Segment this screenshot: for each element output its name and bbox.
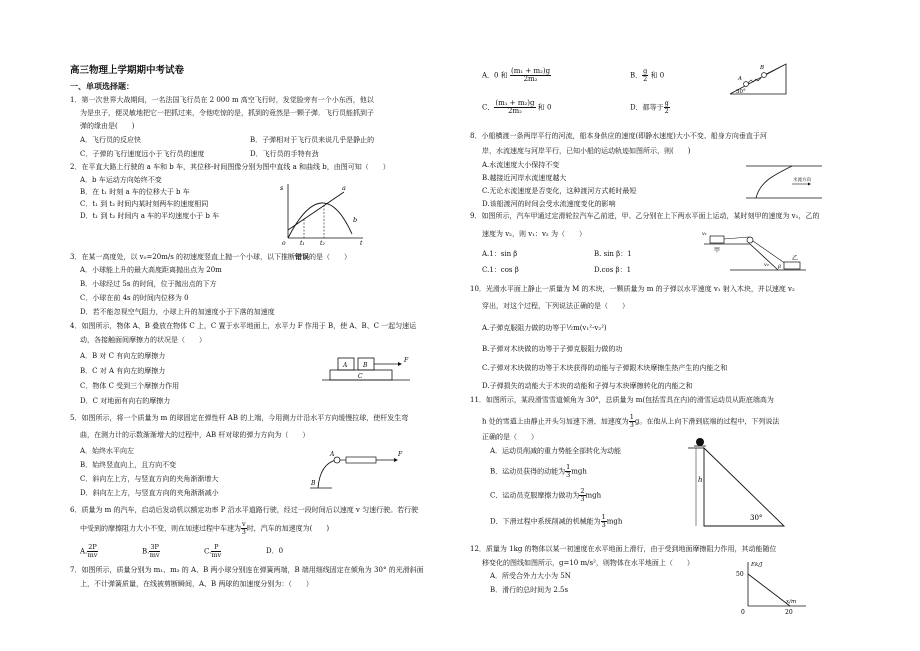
pulley — [747, 237, 753, 243]
v1-label: v₁ — [702, 231, 707, 237]
ball — [334, 457, 340, 463]
q4-option-c: C．物体 C 受到三个摩擦力作用 — [80, 382, 180, 390]
q6-line2: 中受到的摩擦阻力大小不变，则在加速过程中车速为 $\frac{v}{3}$ 时，汽车的加速度为( ) — [80, 520, 330, 536]
q6-option-a: A. $\frac{2P}{mv}$ — [80, 543, 98, 559]
q1-option-c: C．子弹的飞行速度远小于飞行员的速度 — [80, 150, 205, 158]
q11-option-a: A．运动员削减的重力势能全部转化为动能 — [490, 447, 622, 455]
beta-label: β — [778, 264, 781, 270]
yi-label: 乙 — [792, 255, 799, 262]
q5-line1: 5．如图所示，将一个质量为 m 的球固定在弹性杆 AB 的上端，今用测力计沿水平方向缓慢拉球，使杆发生弯 — [70, 414, 409, 422]
q1-option-a: A．飞行员的反应快 — [80, 136, 142, 144]
q3-option-d: D．若不能忽视空气阻力，小球上升的加速度小于下落的加速度 — [80, 308, 275, 316]
q7-option-c: C． $\frac{\text{(m₁ + m₂)g}}{\text{2m₂}}$ 和 0 — [482, 99, 552, 115]
q3-option-a: A．小球能上升的最大高度距离抛出点为 20m — [80, 266, 222, 274]
h-label: h — [698, 476, 703, 484]
q11-line1: 11．如图所示，某段滑雪雪道倾角为 30°，总质量为 m(包括雪具在内)的滑雪运动员从距底端高为 — [470, 396, 774, 404]
car-yi — [784, 262, 800, 269]
jia-label: 甲 — [714, 247, 721, 254]
label-a: A — [330, 451, 335, 458]
q8-line1: 8．小船横渡一条两岸平行的河流，船本身供应的速度(即静水速度)大小不变、船身方向垂直于河 — [470, 132, 767, 140]
q10-line2: 穿出，对这个过程，下列说法正确的是（ ） — [482, 302, 629, 310]
q10-option-a: A.子弹克服阻力做的功等于½m(v₁²-v₂²) — [482, 324, 607, 332]
q10-line1: 10．光滑水平面上静止一质量为 M 的木块，一颗质量为 m 的子弹以水平速度 v₁ 射入木块，并以速度 v₂ — [470, 285, 795, 293]
q10-option-b: B.子弹对木块做的功等于子弹克服阻力做的功 — [482, 345, 623, 353]
q10-option-d: D.子弹损失的动能大于木块的动能和子弹与木块摩擦转化的内能之和 — [482, 382, 693, 390]
q9-pulley-figure — [700, 226, 810, 274]
b-label: b — [353, 216, 358, 224]
ek-line — [748, 574, 790, 606]
q11-option-b: B．运动员获得的动能为 $\frac{1}{3}$ mgh — [490, 463, 587, 479]
q5-rod-figure — [306, 450, 416, 494]
q4-option-a: A．B 对 C 有向左的摩擦力 — [80, 352, 166, 360]
t2-label: t₂ — [320, 240, 325, 246]
q12-ek-graph — [734, 558, 810, 616]
origin-label: o — [282, 240, 286, 246]
y-axis-label: Ek/J — [751, 562, 763, 568]
q9-line2: 速度为 v₂，则 v₁：v₂ 为（ ） — [482, 230, 586, 238]
q5-option-a: A．始终水平向左 — [80, 447, 135, 455]
s-label: s — [280, 184, 284, 192]
q3-stem: 3．在某一高度处，以 v₀=20m/s 的初速度竖直上抛一个小球，以下推断错误的是（ ） — [70, 252, 352, 261]
q9-option-b: B. sin β：1 — [594, 250, 632, 258]
a-label: a — [342, 184, 346, 192]
string — [766, 65, 784, 74]
q12-line2: 移变化的图线如图所示，g=10 m/s²，则物体在水平地面上（ ） — [482, 559, 694, 567]
q8-line2: 岸，水流速度与河岸平行，已知小船的运动轨迹如图所示，则( ) — [482, 147, 691, 155]
q1-option-b: B．子弹相对于飞行员来说几乎是静止的 — [250, 136, 375, 144]
q2-option-b: B．在 t₁ 时刻 a 车的位移大于 b 车 — [80, 188, 190, 196]
q12-option-b: B．滑行的总时间为 2.5s — [490, 586, 569, 594]
rope-upper — [724, 237, 749, 239]
q7-option-b: B． $\frac{g}{2}$ 和 0 — [630, 67, 665, 83]
t1-label: t₁ — [300, 240, 305, 246]
q8-option-c: C.无论水流速度是否变化，这种渡河方式耗时最短 — [482, 187, 637, 195]
x-axis-label: x/m — [786, 599, 797, 605]
q7-option-a: A．0 和 $\frac{\text{(m₁ + m₂)g}}{\text{2m₂}}$ — [482, 67, 551, 83]
q6-option-b: B. $\frac{3P}{mv}$ — [142, 543, 160, 559]
angle-label: 30° — [736, 89, 746, 95]
right-column — [470, 0, 860, 651]
q7-option-d: D．都等于 $\frac{g}{2}$ — [630, 99, 669, 115]
boat-trajectory — [756, 166, 792, 198]
q5-line2: 曲，在测力计的示数渐渐增大的过程中，AB 杆对球的弹力方向为（ ） — [80, 431, 310, 439]
x-tick-label: 20 — [785, 609, 793, 616]
q6-line1: 6．质量为 m 的汽车，启动后发动机以额定功率 P 沿水平道路行驶，经过一段时间后以速度 v 匀速行驶。若行驶 — [70, 506, 419, 514]
q3-option-c: C．小球在前 4s 的时间内位移为 0 — [80, 294, 189, 302]
q11-ski-slope-figure — [684, 434, 792, 530]
q8-option-a: A.水流速度大小保持不变 — [482, 161, 560, 169]
slope — [704, 448, 784, 526]
q7-incline-figure — [726, 58, 796, 98]
skier — [696, 438, 704, 446]
q7-line2: 上，不计弹簧质量，在线被剪断瞬间，A、B 两球的加速度分别为：（ ） — [80, 580, 313, 588]
rope-lower — [753, 241, 786, 264]
q9-option-c: C.1：cos β — [482, 266, 519, 274]
ball-a — [744, 82, 749, 87]
q12-option-a: A．所受合外力大小为 5N — [490, 572, 571, 580]
label-b: B — [760, 65, 765, 71]
q4-line1: 4．如图所示，物体 A、B 叠放在物体 C 上，C 置于水平地面上，水平力 F 作用于 B，使 A、B、C 一起匀速运 — [70, 322, 417, 330]
q8-option-d: D.该船渡河的时间会受水流速度变化的影响 — [482, 200, 616, 208]
q11-option-c: C．运动员克服摩擦力做功为 $\frac{2}{3}$ mgh — [490, 487, 602, 503]
label-a: A — [738, 76, 742, 82]
label-f: F — [404, 357, 409, 364]
car-jia — [710, 236, 724, 243]
q7-line1: 7．如图所示，质量分别为 m₁、m₂ 的 A、B 两小球分别连在弹簧两端，B 端用细线固定在倾角为 30° 的光滑斜面 — [70, 566, 424, 574]
q9-option-d: D.cos β：1 — [594, 266, 632, 274]
elastic-rod — [318, 460, 336, 488]
line-a — [288, 192, 344, 230]
ball-b — [762, 73, 767, 78]
left-column — [60, 0, 460, 651]
q2-option-c: C．t₁ 到 t₂ 时间内某时刻两车的速度相同 — [80, 200, 209, 208]
q12-line1: 12．质量为 1kg 的物体以某一初速度在水平地面上滑行，由于受到地面摩擦阻力作用，其动能随位 — [470, 545, 777, 553]
label-f: F — [398, 451, 403, 458]
q6-speed-fraction: $\frac{v}{3}$ — [241, 520, 246, 536]
q6-option-d: D．0 — [266, 547, 284, 555]
label-b: B — [363, 362, 368, 369]
q5-option-c: C．斜向左上方，与竖直方向的夹角渐渐增大 — [80, 475, 219, 483]
q11-line3: 正确的是（ ） — [482, 433, 538, 441]
label-b: B — [311, 480, 316, 487]
label-a: A — [343, 362, 348, 369]
q11-line2: h 处的雪道上由静止开头匀加速下滑，加速度为 $\frac{1}{3}$ g。在他从上向下滑到底端的过程中，下列说法 — [482, 413, 780, 429]
q2-stem: 2．在平直大路上行驶的 a 车和 b 车，其位移-时间图像分别为图中直线 a 和曲线 b，由图可知（ ） — [70, 163, 390, 171]
q6-option-c: C. $\frac{P}{mv}$ — [204, 543, 222, 559]
spring-scale — [346, 457, 376, 463]
q9-option-a: A.1：sin β — [482, 250, 518, 258]
q2-option-a: A．b 车运动方向始终不变 — [80, 176, 162, 184]
q4-blocks-figure — [318, 352, 418, 384]
force-arrowhead — [398, 362, 402, 366]
q4-option-b: B．C 对 A 有向左的摩擦力 — [80, 367, 166, 375]
angle-label: 30° — [750, 514, 763, 522]
y-tick-label: 50 — [736, 571, 744, 578]
q9-line1: 9．如图所示，汽车甲通过定滑轮拉汽车乙前进，甲、乙分别在上下两水平面上运动，某时刻甲的速度为 v₁，乙的 — [470, 212, 820, 220]
q1-line1: 1．第一次世界大战期间，一名法国飞行员在 2 000 m 高空飞行时，发觉脸旁有一个小东西，他以 — [70, 96, 374, 104]
q10-option-c: C.子弹对木块做的功等于木块获得的动能与子弹跟木块摩擦生热产生的内能之和 — [482, 364, 728, 372]
q2-st-graph — [278, 180, 368, 246]
q5-option-d: D．斜向左上方，与竖直方向的夹角渐渐减小 — [80, 489, 219, 497]
pull-arrowhead — [394, 458, 398, 462]
q1-line3: 弹的缘由是( ) — [80, 122, 135, 130]
q11-option-d: D．下滑过程中系统削减的机械能为 $\frac{1}{3}$ mgh — [490, 513, 623, 529]
v2-label: v₂ — [764, 262, 769, 268]
q3-option-b: B．小球经过 5s 的时间，位于抛出点的下方 — [80, 280, 217, 288]
flow-label: 水流方向 — [793, 178, 811, 183]
q5-option-b: B．始终竖直向上，且方向不变 — [80, 461, 177, 469]
section-heading: 一、单项选择题： — [70, 81, 134, 91]
q8-option-b: B.越接近河岸水流速度越大 — [482, 174, 567, 182]
label-c: C — [358, 373, 363, 380]
page-title: 高三物理上学期期中考试卷 — [70, 65, 185, 76]
q2-option-d: D．t₁ 到 t₂ 时间内 a 车的平均速度小于 b 车 — [80, 212, 220, 220]
q1-line2: 为是虫子，便灵敏地把它一把抓过来，令他吃惊的是，抓到的竟然是一颗子弹．飞行员能抓到子 — [80, 109, 374, 117]
q8-river-figure — [742, 160, 826, 204]
q4-line2: 动，各接触面间摩擦力的状况是（ ） — [80, 336, 206, 344]
origin-label: 0 — [741, 609, 745, 616]
q1-option-d: D．飞行员的手特有劲 — [250, 150, 319, 158]
t-label: t — [360, 240, 363, 246]
q4-option-d: D．C 对地面有向右的摩擦力 — [80, 397, 171, 405]
